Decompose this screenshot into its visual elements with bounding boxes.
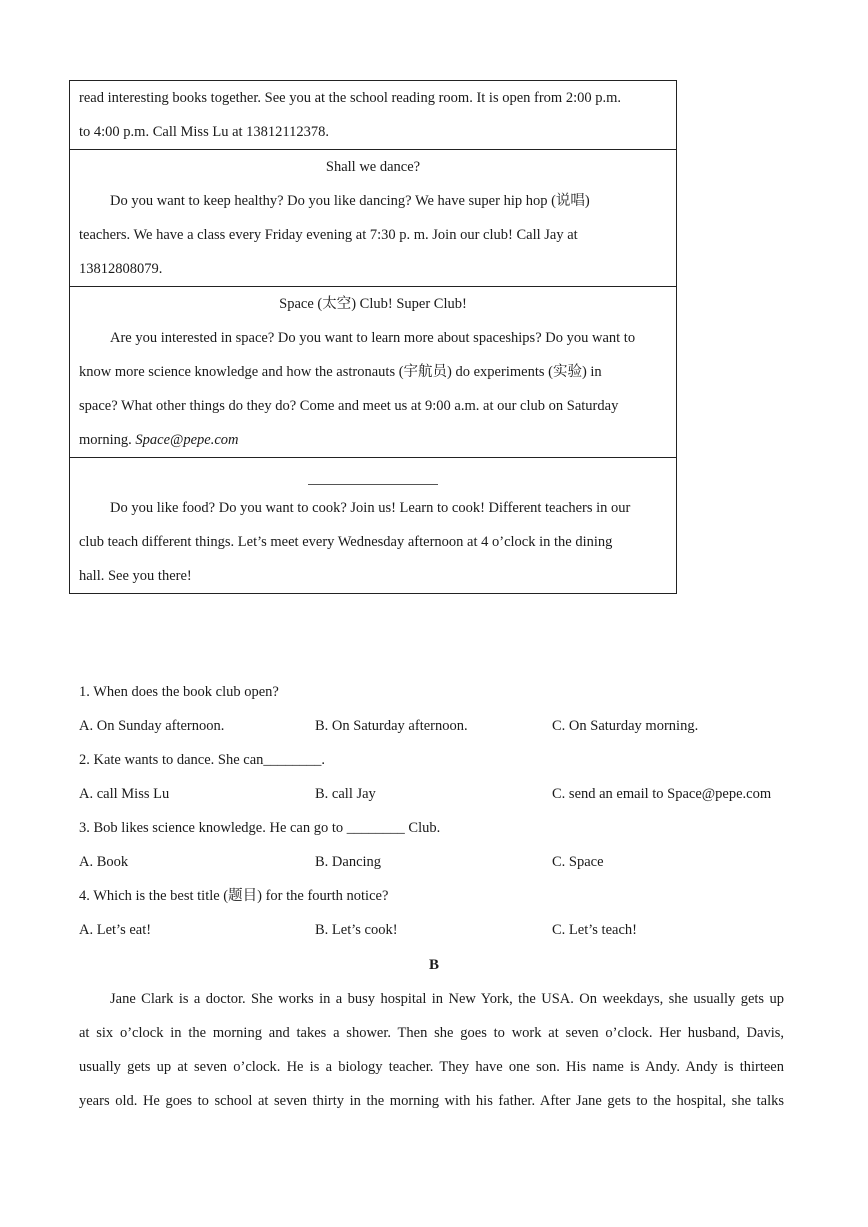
notice-line: read interesting books together. See you at the school reading room. It is open from 2:00 p.m. <box>79 90 622 106</box>
notice-line <box>79 423 667 457</box>
question-options <box>79 845 839 879</box>
option-a: A. Book <box>79 854 129 870</box>
section-heading: B <box>428 957 439 973</box>
option-a: A. Let’s eat! <box>79 922 152 938</box>
option-b: B. Dancing <box>315 854 382 870</box>
passage-line: years old. He goes to school at seven thirty in the morning with his father. After Jane gets to the hospital, she talks <box>79 1093 784 1109</box>
option-b: B. call Jay <box>315 786 376 802</box>
passage-line: usually gets up at seven o’clock. He is a biology teacher. They have one son. His name is Andy. Andy is thirteen <box>79 1059 784 1075</box>
notice-line: club teach different things. Let’s meet every Wednesday afternoon at 4 o’clock in the dining <box>79 534 613 550</box>
option-b: B. On Saturday afternoon. <box>315 718 468 734</box>
notice-line: Are you interested in space? Do you want to learn more about spaceships? Do you want to <box>110 330 636 346</box>
notice-line: 13812808079. <box>79 261 163 277</box>
notice-line: to 4:00 p.m. Call Miss Lu at 13812112378. <box>79 124 329 140</box>
option-c: C. Let’s teach! <box>552 922 637 938</box>
option-c: C. Space <box>552 854 604 870</box>
notice-cooking-club <box>70 458 677 594</box>
notice-space-club <box>70 287 677 458</box>
notice-dance-club <box>70 150 677 287</box>
notice-line: hall. See you there! <box>79 568 192 584</box>
questions <box>79 675 839 947</box>
notices-table <box>69 80 677 594</box>
question-stem: 2. Kate wants to dance. She can________. <box>79 752 326 768</box>
question-stem: 4. Which is the best title (题目) for the fourth notice? <box>79 888 389 904</box>
notice-line: teachers. We have a class every Friday evening at 7:30 p. m. Join our club! Call Jay at <box>79 227 578 243</box>
notice-line: Do you like food? Do you want to cook? Join us! Learn to cook! Different teachers in our <box>110 500 631 516</box>
notice-title: Space (太空) Club! Super Club! <box>279 296 467 312</box>
question-stem: 1. When does the book club open? <box>79 684 279 700</box>
notice-line: space? What other things do they do? Come and meet us at 9:00 a.m. at our club on Saturday <box>79 398 619 414</box>
passage-b <box>79 982 784 1118</box>
club-email: Space@pepe.com <box>135 432 239 448</box>
option-c: C. On Saturday morning. <box>552 718 699 734</box>
passage-line: at six o’clock in the morning and takes a shower. Then she goes to work at seven o’clock. Her husband, Davis, <box>79 1025 784 1041</box>
question-stem: 3. Bob likes science knowledge. He can go to ________ Club. <box>79 820 441 836</box>
option-a: A. On Sunday afternoon. <box>79 718 225 734</box>
blank-title-line <box>308 476 438 485</box>
notice-line: know more science knowledge and how the astronauts (宇航员) do experiments (实验) in <box>79 364 602 380</box>
option-a: A. call Miss Lu <box>79 786 170 802</box>
option-b: B. Let’s cook! <box>315 922 398 938</box>
notice-line-prefix: morning. <box>79 432 136 448</box>
question-options <box>79 709 839 743</box>
notice-title: Shall we dance? <box>325 159 421 175</box>
notice-book-club <box>70 81 677 150</box>
option-c: C. send an email to Space@pepe.com <box>552 786 772 802</box>
question-options <box>79 913 839 947</box>
notice-line: Do you want to keep healthy? Do you like dancing? We have super hip hop (说唱) <box>110 193 590 209</box>
passage-line: Jane Clark is a doctor. She works in a busy hospital in New York, the USA. On weekdays, she usually gets up <box>110 991 784 1007</box>
question-options <box>79 777 839 811</box>
